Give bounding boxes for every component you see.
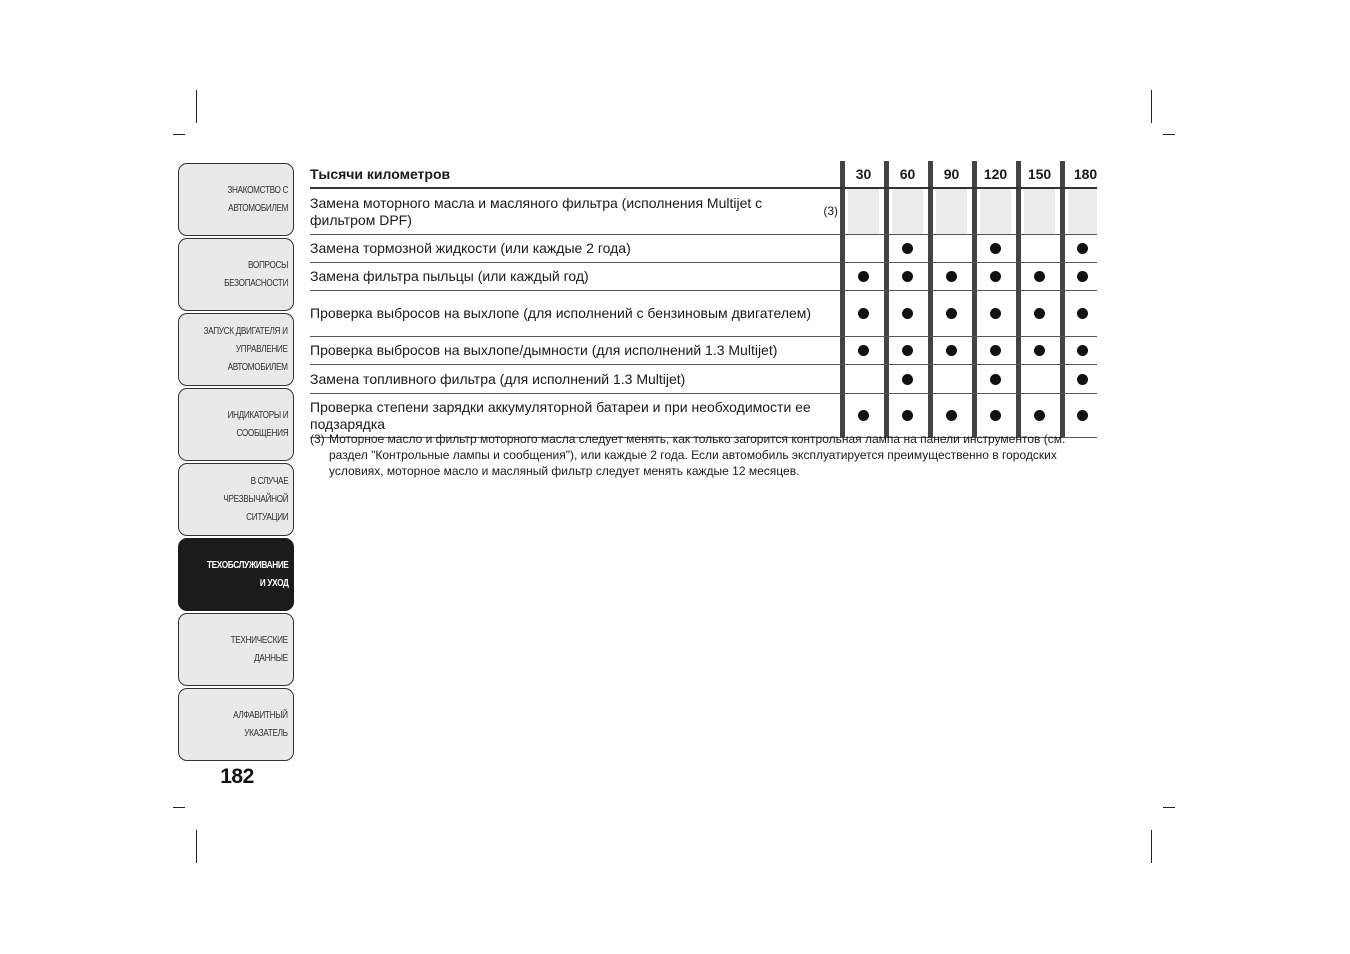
required-dot-icon (858, 345, 869, 356)
column-separator (840, 365, 845, 393)
column-separator (1060, 235, 1065, 262)
interval-cell (936, 263, 967, 290)
task-description (310, 337, 838, 364)
interval-cell (1068, 263, 1097, 290)
column-separator (928, 337, 933, 364)
column-separator (884, 263, 889, 290)
tab-safety[interactable] (178, 238, 294, 311)
column-separator (884, 365, 889, 393)
tab-maintenance[interactable] (178, 538, 294, 611)
task-description (310, 291, 838, 336)
column-separator (972, 235, 977, 262)
interval-cell (980, 365, 1011, 393)
required-dot-icon (990, 410, 1001, 421)
required-dot-icon (1077, 345, 1088, 356)
task-text: Проверка степени зарядки аккумуляторной батареи и при необходимости ее подзарядка (310, 398, 811, 432)
column-separator (972, 337, 977, 364)
task-text: Проверка выбросов на выхлопе/дымности (для исполнений 1.3 Multijet) (310, 342, 778, 358)
interval-cell (1068, 235, 1097, 262)
column-separator (1016, 365, 1021, 393)
header-label: Тысячи километров (310, 165, 451, 182)
column-separator (840, 189, 845, 234)
footnote (310, 431, 1080, 479)
column-separator (1060, 161, 1065, 187)
required-dot-icon (902, 308, 913, 319)
required-dot-icon (946, 345, 957, 356)
required-dot-icon (1077, 410, 1088, 421)
column-separator (884, 337, 889, 364)
interval-cell (848, 365, 879, 393)
column-separator (1060, 189, 1065, 234)
column-separator (972, 291, 977, 336)
interval-cell (892, 365, 923, 393)
interval-cell (1024, 235, 1055, 262)
tab-technical-data[interactable] (178, 613, 294, 686)
column-separator (928, 189, 933, 234)
column-header: 30 (855, 166, 872, 182)
required-dot-icon (1077, 271, 1088, 282)
required-dot-icon (1077, 374, 1088, 385)
column-header: 90 (943, 166, 960, 182)
tab-introduction[interactable] (178, 163, 294, 236)
column-separator (1060, 263, 1065, 290)
required-dot-icon (990, 374, 1001, 385)
required-dot-icon (1034, 271, 1045, 282)
table-row (310, 291, 1097, 337)
required-dot-icon (1077, 243, 1088, 254)
column-separator (884, 189, 889, 234)
task-text: Проверка выбросов на выхлопе (для исполнений с бензиновым двигателем) (310, 305, 812, 321)
column-separator (1060, 365, 1065, 393)
task-description (310, 235, 838, 262)
column-separator (972, 263, 977, 290)
interval-cell (848, 337, 879, 364)
column-separator (928, 235, 933, 262)
required-dot-icon (1034, 410, 1045, 421)
table-row (310, 365, 1097, 394)
column-separator (972, 365, 977, 393)
column-header: 150 (1027, 166, 1052, 182)
interval-cell (1024, 263, 1055, 290)
interval-cell (892, 235, 923, 262)
table-row (310, 235, 1097, 263)
column-separator (972, 161, 977, 187)
task-description (310, 365, 838, 393)
tab-label: АЛФАВИТНЫЙ УКАЗАТЕЛЬ (233, 709, 289, 739)
interval-cell (848, 235, 879, 262)
required-dot-icon (858, 308, 869, 319)
task-description (310, 263, 838, 290)
interval-cell (1024, 291, 1055, 336)
column-separator (1060, 337, 1065, 364)
interval-cell (936, 365, 967, 393)
interval-cell (848, 189, 879, 234)
tab-label: ЗАПУСК ДВИГАТЕЛЯ И УПРАВЛЕНИЕ АВТОМОБИЛЕМ (203, 325, 289, 373)
tab-label: ЗНАКОМСТВО С АВТОМОБИЛЕМ (227, 184, 289, 214)
task-text: Замена топливного фильтра (для исполнений 1.3 Multijet) (310, 370, 686, 387)
interval-cell (892, 291, 923, 336)
required-dot-icon (946, 271, 957, 282)
required-dot-icon (1034, 308, 1045, 319)
required-dot-icon (1077, 308, 1088, 319)
column-separator (928, 263, 933, 290)
crop-mark (1163, 134, 1175, 135)
column-separator (884, 291, 889, 336)
interval-cell (980, 263, 1011, 290)
tab-label: ТЕХНИЧЕСКИЕ ДАННЫЕ (230, 634, 289, 664)
column-separator (884, 161, 889, 187)
required-dot-icon (902, 243, 913, 254)
required-dot-icon (902, 410, 913, 421)
column-separator (884, 235, 889, 262)
tab-starting-driving[interactable] (178, 313, 294, 386)
interval-cell (1068, 291, 1097, 336)
interval-cell (936, 337, 967, 364)
footnote-text: Моторное масло и фильтр моторного масла следует менять, как только загорится контрольная лампа на панели инструментов (см. раздел "Контрольные лампы и сообщения"), или каждые 2 года. Если автомобиль эксплуатируется преимущественно в городских условиях, моторное масло и масляный фильтр следует менять каждые 12 месяцев. (329, 432, 1066, 478)
column-header: 180 (1073, 166, 1098, 182)
required-dot-icon (990, 308, 1001, 319)
interval-cell (848, 263, 879, 290)
table-row (310, 263, 1097, 291)
interval-cell (936, 189, 967, 234)
interval-cell (980, 235, 1011, 262)
column-separator (1016, 263, 1021, 290)
interval-cell (1024, 365, 1055, 393)
tab-indicators[interactable] (178, 388, 294, 461)
column-separator (840, 337, 845, 364)
crop-mark (1151, 830, 1152, 863)
task-text: Замена моторного масла и масляного фильтра (исполнения Multijet с фильтром DPF) (310, 194, 763, 228)
interval-cell (936, 235, 967, 262)
required-dot-icon (990, 271, 1001, 282)
interval-cell (980, 189, 1011, 234)
interval-cell (1068, 337, 1097, 364)
column-separator (1016, 337, 1021, 364)
column-separator (928, 161, 933, 187)
interval-cell (980, 337, 1011, 364)
interval-cell (936, 291, 967, 336)
required-dot-icon (858, 271, 869, 282)
interval-cell (1068, 365, 1097, 393)
crop-mark (196, 830, 197, 863)
interval-cell (1024, 189, 1055, 234)
required-dot-icon (902, 374, 913, 385)
table-row (310, 189, 1097, 235)
task-text: Замена тормозной жидкости (или каждые 2 года) (310, 240, 631, 256)
column-header: 60 (899, 166, 916, 182)
task-note: (3) (823, 204, 838, 218)
crop-mark (173, 807, 185, 808)
required-dot-icon (990, 243, 1001, 254)
tab-emergency[interactable] (178, 463, 294, 536)
required-dot-icon (902, 345, 913, 356)
interval-cell (1068, 189, 1097, 234)
task-text: Замена фильтра пыльцы (или каждый год) (310, 268, 589, 284)
tab-label: ВОПРОСЫ БЕЗОПАСНОСТИ (224, 259, 289, 289)
column-separator (972, 189, 977, 234)
table-header-row (310, 161, 1097, 189)
tab-label: ТЕХОБСЛУЖИВАНИЕ И УХОД (206, 559, 289, 589)
crop-mark (1163, 807, 1175, 808)
column-separator (1016, 235, 1021, 262)
tab-label: ИНДИКАТОРЫ И СООБЩЕНИЯ (227, 409, 289, 439)
crop-mark (1151, 90, 1152, 123)
interval-cell (892, 337, 923, 364)
column-separator (1060, 291, 1065, 336)
interval-cell (892, 263, 923, 290)
column-separator (928, 291, 933, 336)
tab-index[interactable] (178, 688, 294, 761)
interval-cell (980, 291, 1011, 336)
required-dot-icon (946, 410, 957, 421)
column-separator (840, 235, 845, 262)
required-dot-icon (1034, 345, 1045, 356)
interval-cell (848, 291, 879, 336)
tab-label: В СЛУЧАЕ ЧРЕЗВЫЧАЙНОЙ СИТУАЦИИ (223, 475, 289, 523)
crop-mark (196, 90, 197, 123)
required-dot-icon (902, 271, 913, 282)
crop-mark (173, 134, 185, 135)
column-separator (840, 263, 845, 290)
column-separator (1016, 189, 1021, 234)
maintenance-table (310, 161, 1097, 438)
column-separator (840, 291, 845, 336)
column-separator (1016, 291, 1021, 336)
required-dot-icon (990, 345, 1001, 356)
column-separator (1016, 161, 1021, 187)
interval-cell (1024, 337, 1055, 364)
required-dot-icon (946, 308, 957, 319)
required-dot-icon (858, 410, 869, 421)
column-separator (928, 365, 933, 393)
column-header: 120 (983, 166, 1008, 182)
task-description (310, 189, 838, 234)
table-row (310, 337, 1097, 365)
page-number: 182 (220, 765, 254, 788)
interval-cell (892, 189, 923, 234)
footnote-label: (3) (310, 432, 325, 446)
column-separator (840, 161, 845, 187)
